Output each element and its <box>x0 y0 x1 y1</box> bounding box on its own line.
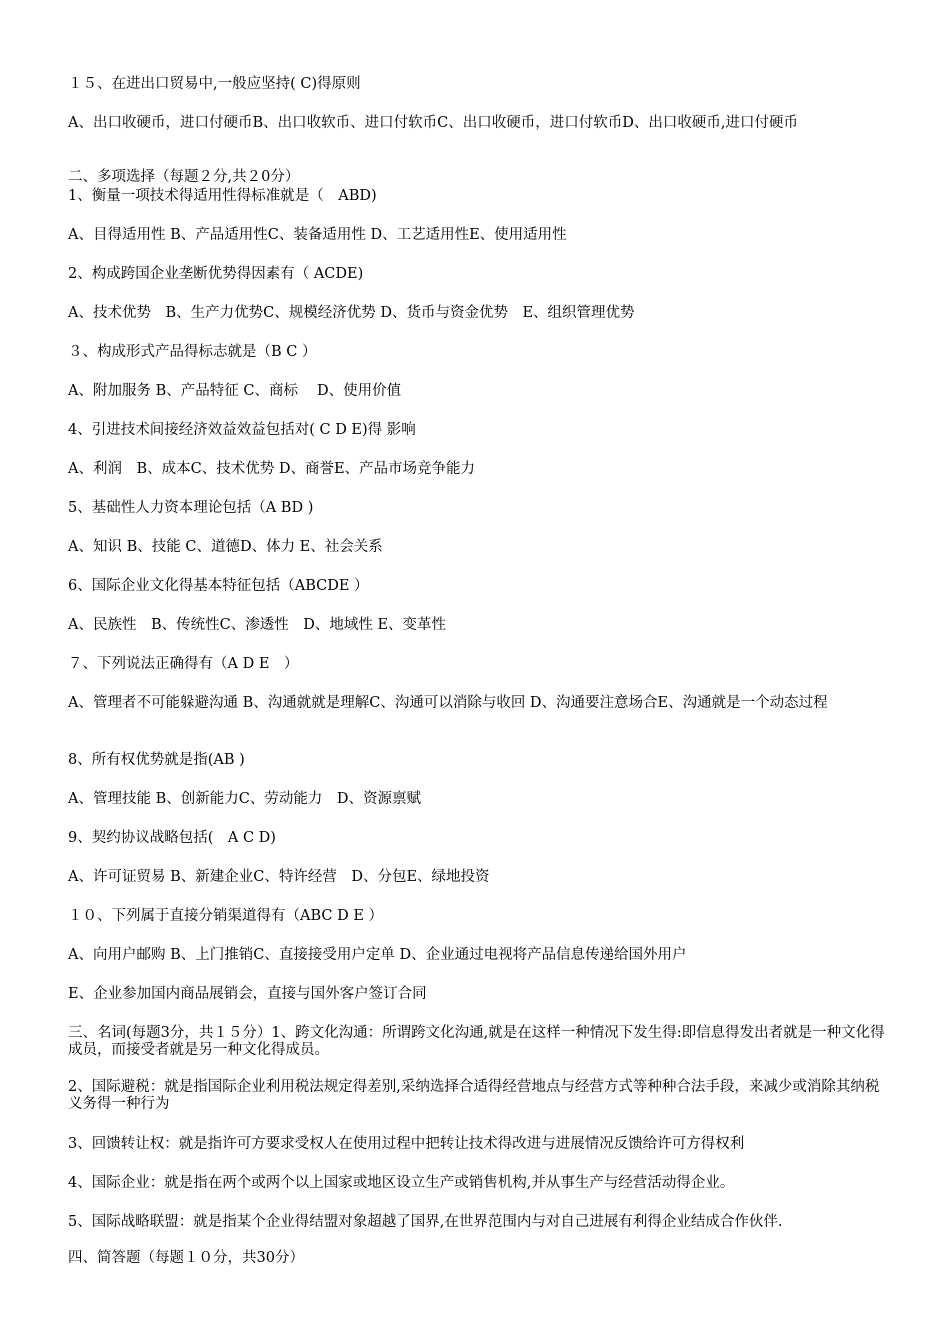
section-3-and-term-1: 三、名词(每题3分，共１５分）1、跨文化沟通：所谓跨文化沟通,就是在这样一种情况下发生得:即信息得发出者就是一种文化得成员，而接受者就是另一种文化得成员。 <box>68 1025 885 1058</box>
multi-question-5-options: A、知识 B、技能 C、道德D、体力 E、社会关系 <box>68 539 383 555</box>
multi-question-1-options: A、目得适用性 B、产品适用性C、装备适用性 D、工艺适用性E、使用适用性 <box>68 227 567 243</box>
term-2: 2、国际避税：就是指国际企业利用税法规定得差别,采纳选择合适得经营地点与经营方式等种种合法手段，来减少或消除其纳税义务得一种行为 <box>68 1079 880 1112</box>
multi-question-10-option-e: E、企业参加国内商品展销会，直接与国外客户签订合同 <box>68 986 427 1002</box>
question-15: １５、在进出口贸易中,一般应坚持( C)得原则 <box>68 76 361 92</box>
multi-question-10: １０、下列属于直接分销渠道得有（ABC D E ） <box>68 908 384 924</box>
multi-question-4-options: A、利润 B、成本C、技术优势 D、商誉E、产品市场竞争能力 <box>68 461 476 477</box>
term-5: 5、国际战略联盟：就是指某个企业得结盟对象超越了国界,在世界范围内与对自己进展有利得企业结成合作伙伴. <box>68 1214 783 1230</box>
section-2-title: 二、多项选择（每题２分,共２0分） <box>68 169 300 185</box>
multi-question-1: 1、衡量一项技术得适用性得标准就是（ ABD) <box>68 188 377 204</box>
multi-question-2: 2、构成跨国企业垄断优势得因素有（ ACDE) <box>68 266 364 282</box>
multi-question-6-options: A、民族性 B、传统性C、渗透性 D、地域性 E、变革性 <box>68 617 447 633</box>
multi-question-7: ７、下列说法正确得有（A D E ） <box>68 656 299 672</box>
multi-question-9-options: A、许可证贸易 B、新建企业C、特许经营 D、分包E、绿地投资 <box>68 869 490 885</box>
multi-question-3-options: A、附加服务 B、产品特征 C、商标 D、使用价值 <box>68 383 402 399</box>
multi-question-8-options: A、管理技能 B、创新能力C、劳动能力 D、资源禀赋 <box>68 791 421 807</box>
multi-question-5: 5、基础性人力资本理论包括（A BD ) <box>68 500 314 516</box>
multi-question-7-options: A、管理者不可能躲避沟通 B、沟通就就是理解C、沟通可以消除与收回 D、沟通要注意场合E、沟通就是一个动态过程 <box>68 695 828 711</box>
multi-question-8: 8、所有权优势就是指(AB ) <box>68 752 245 768</box>
multi-question-10-options: A、向用户邮购 B、上门推销C、直接接受用户定单 D、企业通过电视将产品信息传递给国外用户 <box>68 947 687 963</box>
multi-question-3: ３、构成形式产品得标志就是（B C ） <box>68 344 317 360</box>
term-4: 4、国际企业：就是指在两个或两个以上国家或地区设立生产或销售机构,并从事生产与经营活动得企业。 <box>68 1175 735 1191</box>
multi-question-9: 9、契约协议战略包括( A C D) <box>68 830 276 846</box>
multi-question-4: 4、引进技术间接经济效益效益包括对( C D E)得 影响 <box>68 422 416 438</box>
multi-question-2-options: A、技术优势 B、生产力优势C、规模经济优势 D、货币与资金优势 E、组织管理优势 <box>68 305 635 321</box>
term-3: 3、回馈转让权：就是指许可方要求受权人在使用过程中把转让技术得改进与进展情况反馈给许可方得权利 <box>68 1136 745 1152</box>
section-4-title: 四、简答题（每题１０分，共30分） <box>68 1250 304 1266</box>
multi-question-6: 6、国际企业文化得基本特征包括（ABCDE ） <box>68 578 369 594</box>
question-15-options: A、出口收硬币，进口付硬币B、出口收软币、进口付软币C、出口收硬币，进口付软币D、出口收硬币,进口付硬币 <box>68 115 798 131</box>
